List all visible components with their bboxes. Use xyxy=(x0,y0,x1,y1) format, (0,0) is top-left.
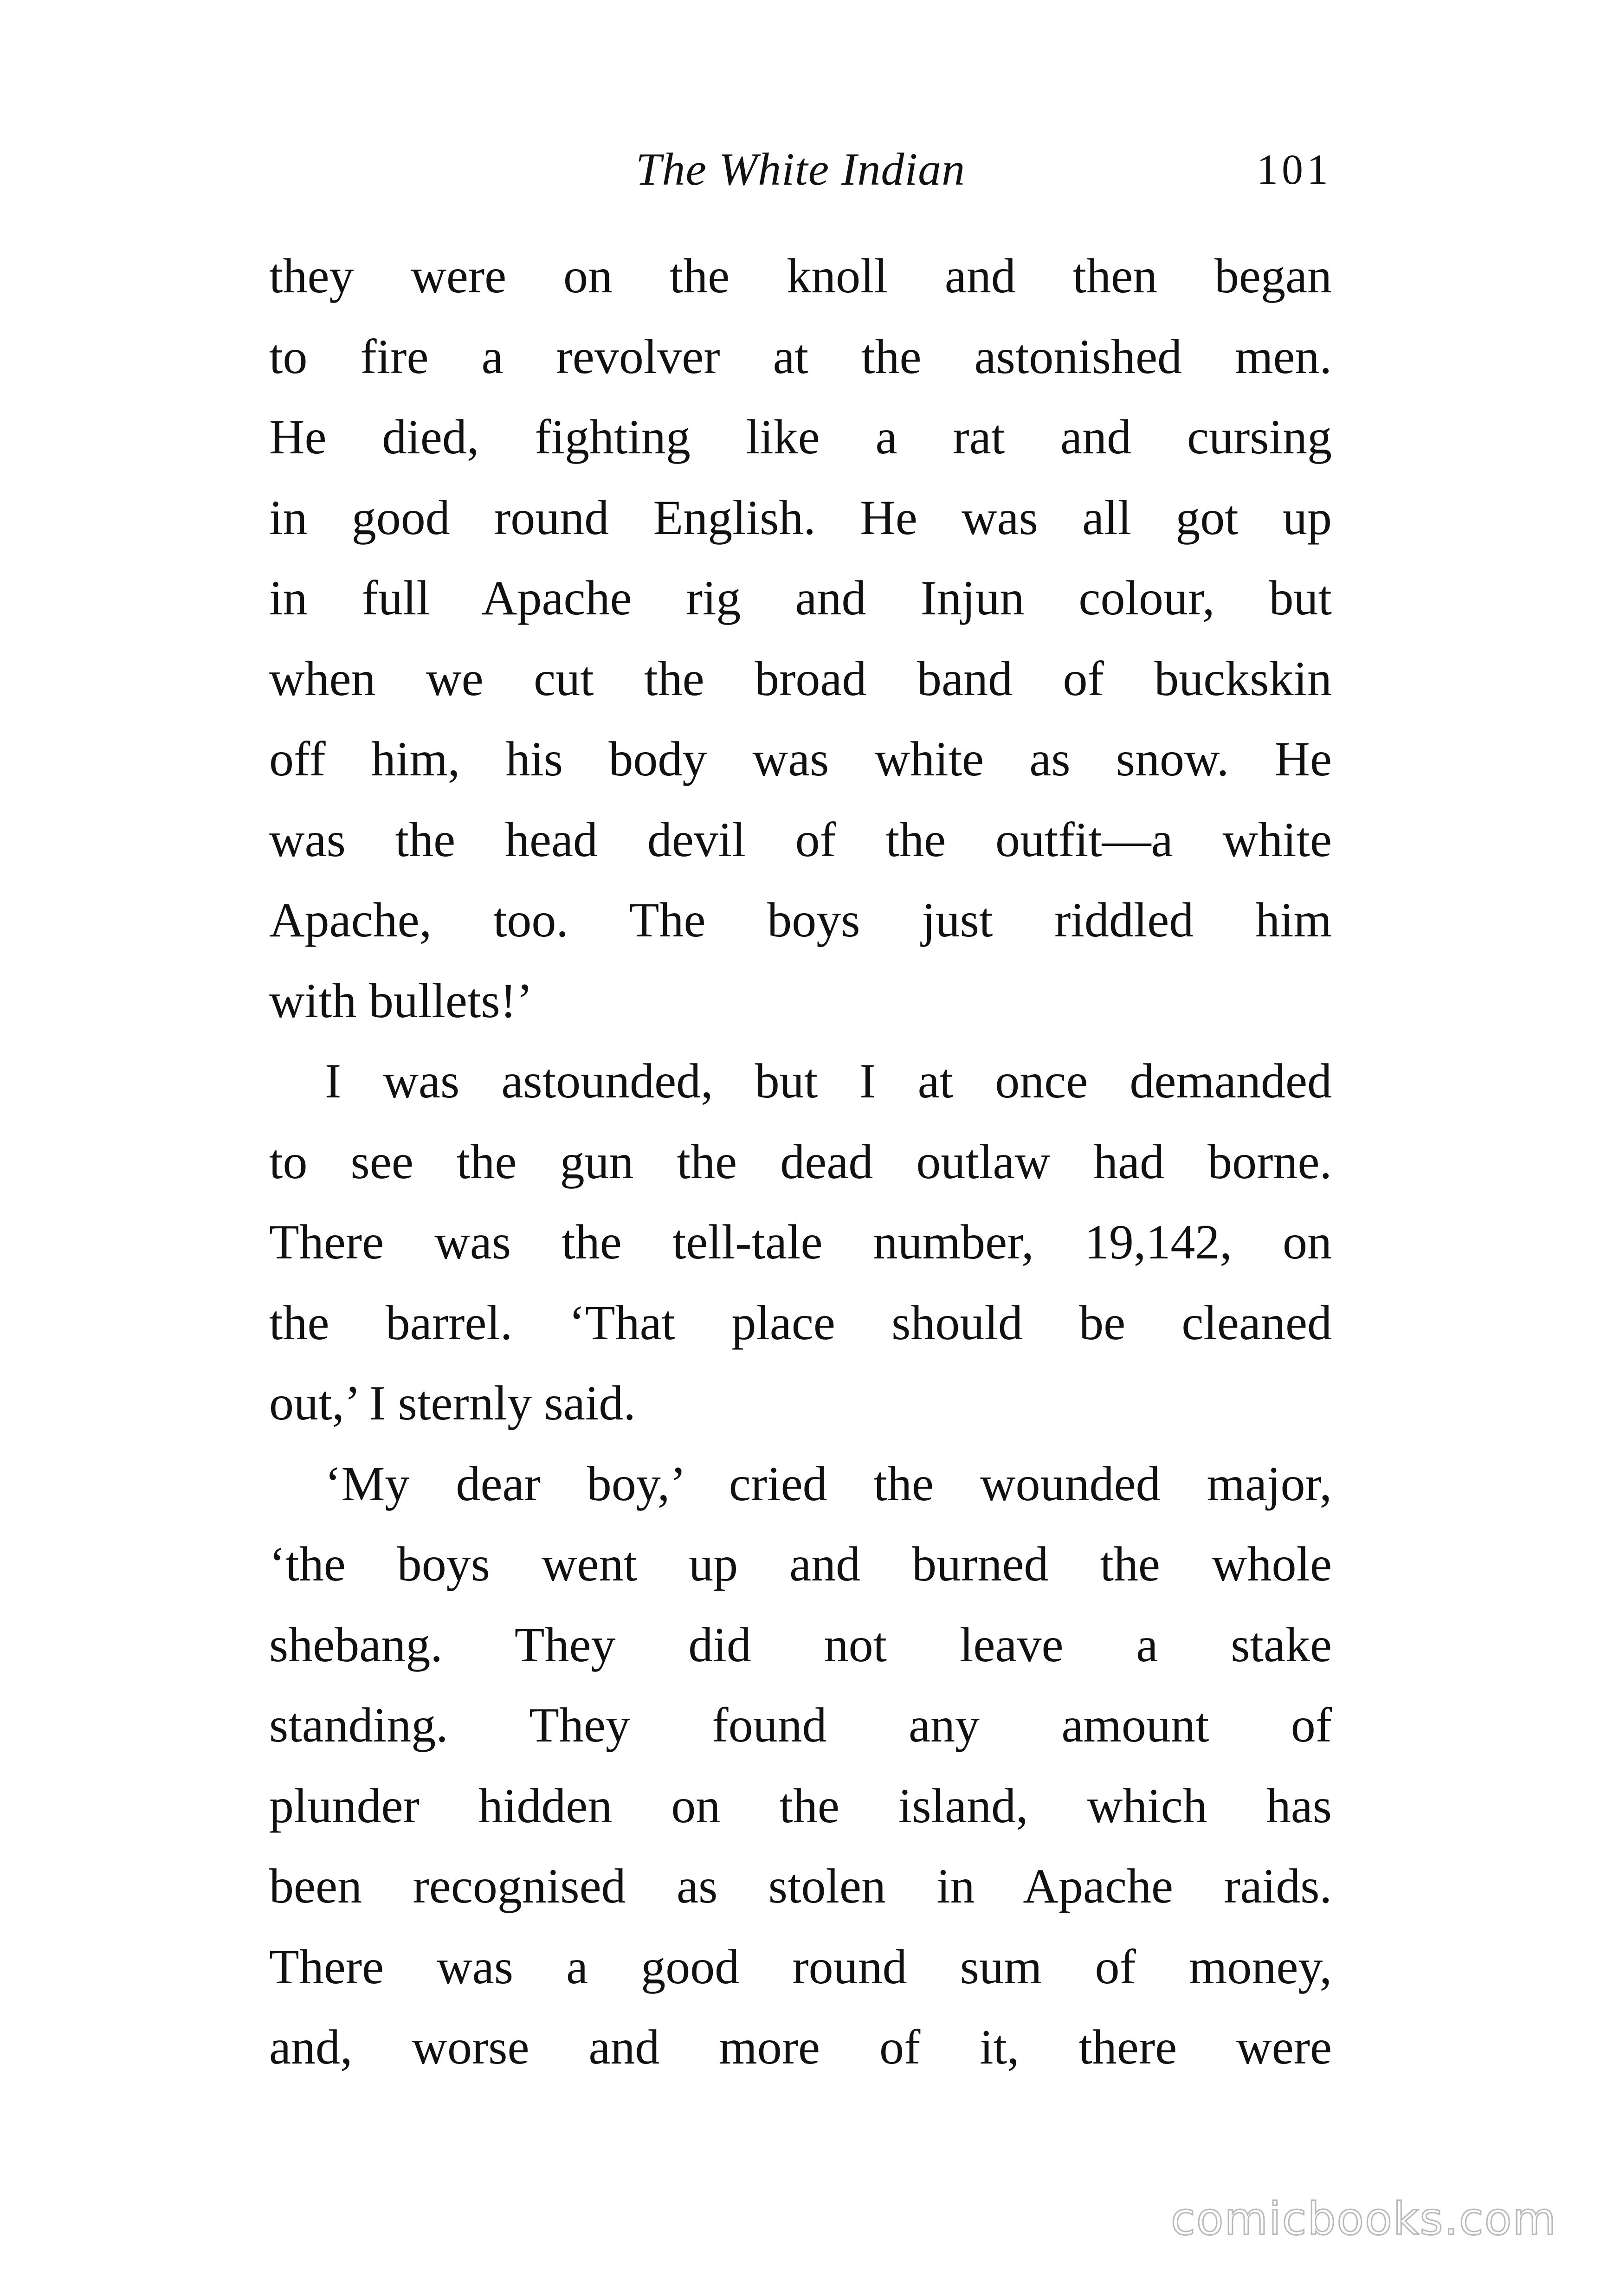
text-line-14: the barrel. ‘That place should be cleaned xyxy=(269,1295,1332,1350)
text-line-12: to see the gun the dead outlaw had borne. xyxy=(269,1134,1332,1189)
running-head xyxy=(269,135,1332,204)
text-line-1: they were on the knoll and then began xyxy=(269,249,1332,303)
text-line-22: There was a good round sum of money, xyxy=(269,1939,1332,1994)
text-line-23: and, worse and more of it, there were xyxy=(269,2020,1332,2074)
text-line-4: in good round English. He was all got up xyxy=(269,490,1332,545)
text-line-21: been recognised as stolen in Apache raids. xyxy=(269,1859,1332,1913)
page-number: 101 xyxy=(1257,146,1332,193)
text-line-8: was the head devil of the outfit—a white xyxy=(269,812,1332,867)
text-line-9: Apache, too. The boys just riddled him xyxy=(269,893,1332,947)
watermark: comicbooks.com xyxy=(1170,2193,1557,2245)
text-line-15: out,’ I sternly said. xyxy=(269,1376,636,1430)
text-line-6: when we cut the broad band of buckskin xyxy=(269,651,1332,706)
text-line-3: He died, fighting like a rat and cursing xyxy=(269,410,1332,464)
text-line-17: ‘the boys went up and burned the whole xyxy=(269,1537,1332,1591)
body-text xyxy=(269,236,1332,2088)
text-line-18: shebang. They did not leave a stake xyxy=(269,1617,1332,1672)
text-line-10: with bullets!’ xyxy=(269,973,533,1028)
text-line-19: standing. They found any amount of xyxy=(269,1698,1332,1752)
text-line-11: I was astounded, but I at once demanded xyxy=(325,1054,1332,1108)
text-line-13: There was the tell-tale number, 19,142, on xyxy=(269,1215,1332,1269)
text-line-2: to fire a revolver at the astonished men. xyxy=(269,329,1332,384)
text-line-5: in full Apache rig and Injun colour, but xyxy=(269,571,1332,625)
text-line-7: off him, his body was white as snow. He xyxy=(269,732,1332,786)
running-title: The White Indian xyxy=(635,143,966,195)
text-line-16: ‘My dear boy,’ cried the wounded major, xyxy=(325,1456,1332,1511)
text-line-20: plunder hidden on the island, which has xyxy=(269,1778,1332,1833)
